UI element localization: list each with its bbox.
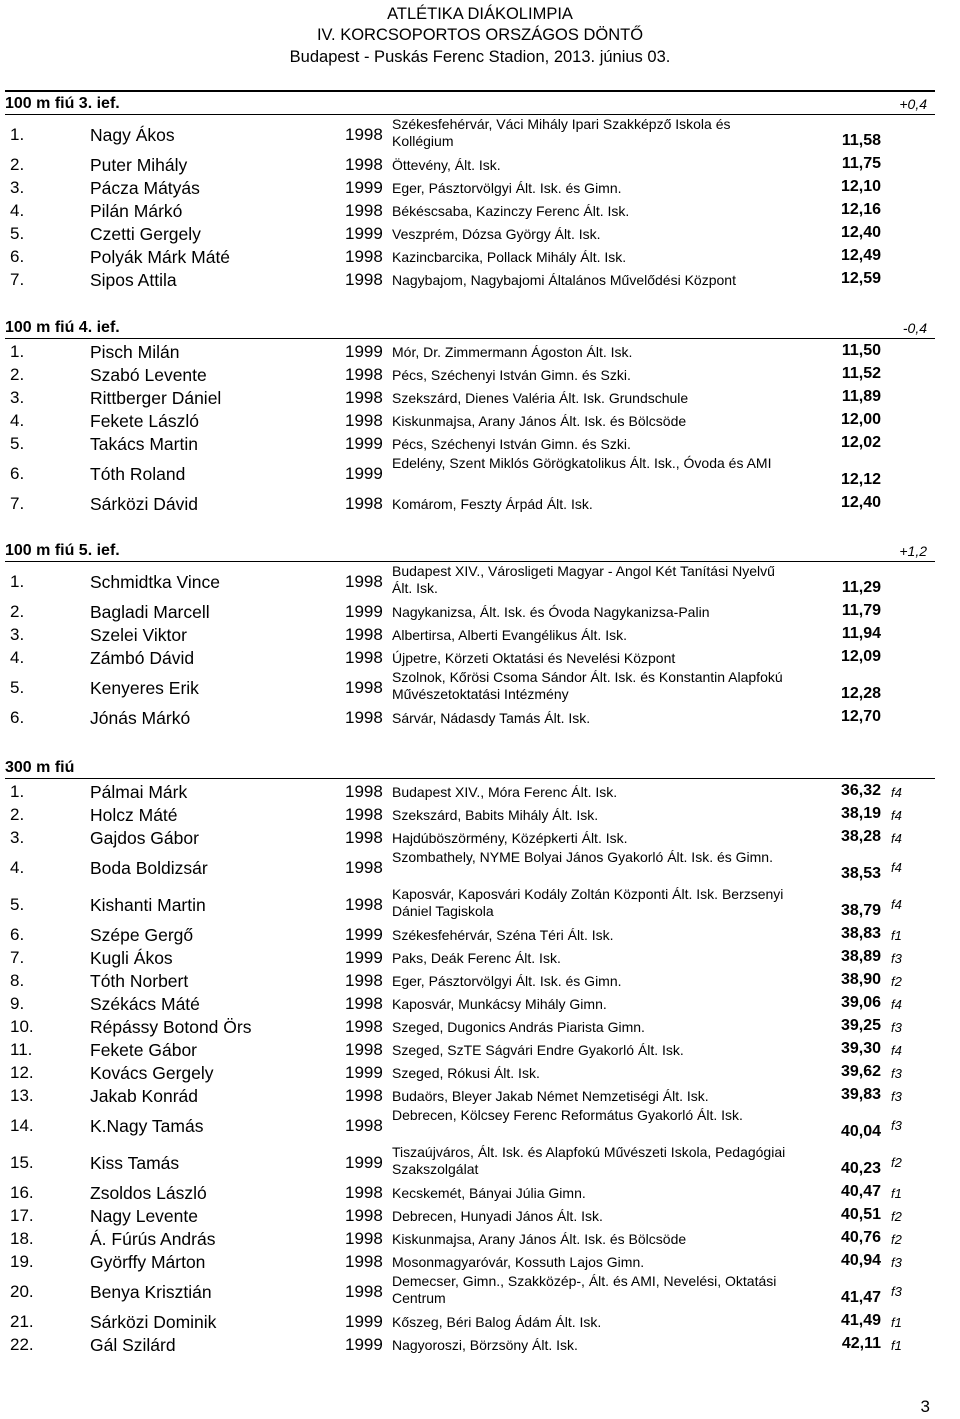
athlete-name: Kiss Tamás [90, 1153, 180, 1173]
athlete-name: Pisch Milán [90, 342, 180, 362]
result-time: 12,40 [840, 494, 881, 511]
birth-year: 1998 [345, 270, 383, 289]
birth-year: 1998 [345, 971, 383, 990]
placing: 3. [10, 178, 25, 197]
result-row [5, 668, 935, 705]
placing: 22. [10, 1335, 34, 1354]
placing: 10. [10, 1017, 34, 1036]
placing: 3. [10, 388, 25, 407]
birth-year: 1998 [345, 1086, 383, 1105]
result-time: 11,52 [841, 365, 881, 382]
athlete-name: Pilán Márkó [90, 201, 183, 221]
athlete-name: Fekete Gábor [90, 1040, 197, 1060]
athlete-name: Bagladi Marcell [90, 602, 210, 622]
result-row [5, 221, 935, 244]
result-row [5, 825, 935, 848]
school-name: Sárvár, Nádasdy Tamás Ált. Isk. [392, 710, 591, 726]
school-name: Nagykanizsa, Ált. Isk. és Óvoda Nagykanizsa-Palin [392, 604, 710, 620]
result-row [5, 645, 935, 668]
school-name: Budapest XIV., Városligeti Magyar - Angol Két Tanítási Nyelvű Ált. Isk. [392, 563, 775, 596]
result-time: 38,90 [840, 971, 881, 988]
heat-label: f2 [891, 1232, 902, 1247]
school-name: Békéscsaba, Kazinczy Ferenc Ált. Isk. [392, 203, 630, 219]
athlete-name: Szépe Gergő [90, 925, 194, 945]
heat-label: f4 [891, 860, 902, 875]
placing: 7. [10, 494, 25, 513]
birth-year: 1999 [345, 342, 383, 361]
result-time: 38,53 [840, 865, 881, 882]
section-title: 100 m fiú 4. ief. [5, 319, 120, 336]
section-title-bar [5, 539, 935, 562]
result-row [5, 1143, 935, 1180]
result-time: 11,79 [841, 602, 881, 619]
result-row [5, 1332, 935, 1355]
placing: 3. [10, 625, 25, 644]
birth-year: 1998 [345, 805, 383, 824]
result-time: 12,70 [840, 708, 881, 725]
result-row [5, 1060, 935, 1083]
heat-label: f4 [891, 997, 902, 1012]
result-row [5, 802, 935, 825]
athlete-name: Rittberger Dániel [90, 388, 222, 408]
result-time: 38,79 [840, 902, 881, 919]
section-title: 100 m fiú 3. ief. [5, 95, 120, 112]
birth-year: 1998 [345, 155, 383, 174]
school-name: Szombathely, NYME Bolyai János Gyakorló Ált. Isk. és Gimn. [392, 849, 773, 865]
placing: 2. [10, 805, 25, 824]
result-row [5, 922, 935, 945]
birth-year: 1998 [345, 1017, 383, 1036]
athlete-name: Kishanti Martin [90, 895, 206, 915]
athlete-name: Sárközi Dávid [90, 494, 198, 514]
athlete-name: Nagy Ákos [90, 125, 175, 145]
birth-year: 1999 [345, 1153, 383, 1172]
athlete-name: Gál Szilárd [90, 1335, 176, 1355]
result-time: 40,51 [840, 1206, 881, 1223]
school-name: Szolnok, Kőrösi Csoma Sándor Ált. Isk. és Konstantin Alapfokú Művészetoktatási Intézmény [392, 669, 783, 702]
heat-label: f1 [891, 1338, 902, 1353]
result-time: 39,06 [840, 994, 881, 1011]
section-title: 100 m fiú 5. ief. [5, 542, 120, 559]
result-row [5, 1272, 935, 1309]
heat-label: f2 [891, 974, 902, 989]
athlete-name: Boda Boldizsár [90, 858, 208, 878]
school-name: Eger, Pásztorvölgyi Ált. Isk. és Gimn. [392, 180, 622, 196]
birth-year: 1998 [345, 1282, 383, 1301]
result-row [5, 244, 935, 267]
result-time: 40,04 [840, 1123, 881, 1140]
school-name: Kiskunmajsa, Arany János Ált. Isk. és Bölcsöde [392, 413, 687, 429]
result-row [5, 848, 935, 885]
placing: 2. [10, 365, 25, 384]
placing: 12. [10, 1063, 34, 1082]
result-row [5, 1203, 935, 1226]
school-name: Paks, Deák Ferenc Ált. Isk. [392, 950, 561, 966]
heat-label: f2 [891, 1209, 902, 1224]
school-name: Komárom, Feszty Árpád Ált. Isk. [392, 496, 593, 512]
result-row [5, 491, 935, 514]
athlete-name: Fekete László [90, 411, 199, 431]
result-row [5, 1249, 935, 1272]
birth-year: 1998 [345, 1252, 383, 1271]
result-time: 39,62 [840, 1063, 881, 1080]
results-section [5, 756, 935, 1355]
birth-year: 1999 [345, 434, 383, 453]
athlete-name: Sipos Attila [90, 270, 177, 290]
school-name: Pécs, Széchenyi István Gimn. és Szki. [392, 367, 631, 383]
result-time: 12,00 [840, 411, 881, 428]
placing: 6. [10, 708, 25, 727]
birth-year: 1998 [345, 994, 383, 1013]
result-time: 36,32 [840, 782, 881, 799]
result-time: 11,29 [841, 579, 881, 596]
result-row [5, 385, 935, 408]
result-time: 39,30 [840, 1040, 881, 1057]
school-name: Kazincbarcika, Pollack Mihály Ált. Isk. [392, 249, 627, 265]
athlete-name: Pácza Mátyás [90, 178, 200, 198]
birth-year: 1998 [345, 782, 383, 801]
athlete-name: Kugli Ákos [90, 948, 173, 968]
birth-year: 1999 [345, 602, 383, 621]
placing: 13. [10, 1086, 34, 1105]
placing: 7. [10, 948, 25, 967]
athlete-name: Polyák Márk Máté [90, 247, 231, 267]
athlete-name: Tóth Roland [90, 464, 186, 484]
heat-label: f2 [891, 1155, 902, 1170]
birth-year: 1998 [345, 828, 383, 847]
header-line-1: ATLÉTIKA DIÁKOLIMPIA [387, 5, 573, 23]
school-name: Kecskemét, Bányai Júlia Gimn. [392, 1185, 586, 1201]
birth-year: 1998 [345, 201, 383, 220]
athlete-name: Szabó Levente [90, 365, 207, 385]
placing: 14. [10, 1116, 34, 1135]
athlete-name: Tóth Norbert [90, 971, 189, 991]
result-row [5, 991, 935, 1014]
school-name: Debrecen, Kölcsey Ferenc Református Gyakorló Ált. Isk. [392, 1107, 743, 1123]
athlete-name: Benya Krisztián [90, 1282, 212, 1302]
placing: 5. [10, 895, 25, 914]
placing: 9. [10, 994, 25, 1013]
result-time: 41,49 [840, 1312, 881, 1329]
school-name: Szekszárd, Dienes Valéria Ált. Isk. Grundschule [392, 390, 689, 406]
results-list [5, 339, 935, 514]
result-time: 38,83 [840, 925, 881, 942]
result-row [5, 152, 935, 175]
result-row [5, 267, 935, 290]
result-time: 38,19 [840, 805, 881, 822]
section-title-bar [5, 756, 935, 779]
athlete-name: Kovács Gergely [90, 1063, 214, 1083]
result-row [5, 198, 935, 221]
heat-label: f4 [891, 1043, 902, 1058]
athlete-name: Sárközi Dominik [90, 1312, 217, 1332]
header-line-2: IV. KORCSOPORTOS ORSZÁGOS DÖNTŐ [316, 26, 644, 44]
school-name: Tiszaújváros, Ált. Isk. és Alapfokú Művészeti Iskola, Pedagógiai Szakszolgálat [392, 1144, 786, 1177]
athlete-name: Á. Fúrús András [90, 1229, 216, 1249]
result-time: 40,23 [840, 1160, 881, 1177]
athlete-name: Takács Martin [90, 434, 198, 454]
school-name: Budapest XIV., Móra Ferenc Ált. Isk. [392, 784, 618, 800]
result-time: 40,76 [840, 1229, 881, 1246]
school-name: Szekszárd, Babits Mihály Ált. Isk. [392, 807, 599, 823]
school-name: Albertirsa, Alberti Evangélikus Ált. Isk. [392, 627, 627, 643]
placing: 6. [10, 925, 25, 944]
result-time: 11,50 [841, 342, 881, 359]
heat-label: f3 [891, 1066, 902, 1081]
birth-year: 1999 [345, 1063, 383, 1082]
birth-year: 1998 [345, 365, 383, 384]
birth-year: 1998 [345, 708, 383, 727]
heat-label: f4 [891, 785, 902, 800]
result-row [5, 968, 935, 991]
result-time: 38,89 [840, 948, 881, 965]
athlete-name: Zámbó Dávid [90, 648, 195, 668]
heat-label: f3 [891, 1020, 902, 1035]
placing: 1. [10, 342, 25, 361]
school-name: Kaposvár, Kaposvári Kodály Zoltán Központi Ált. Isk. Berzsenyi Dániel Tagiskola [392, 886, 784, 919]
athlete-name: Jónás Márkó [90, 708, 191, 728]
header-line-3: Budapest - Puskás Ferenc Stadion, 2013. június 03. [289, 48, 671, 66]
placing: 16. [10, 1183, 34, 1202]
placing: 4. [10, 201, 25, 220]
result-time: 12,02 [840, 434, 881, 451]
athlete-name: Jakab Konrád [90, 1086, 198, 1106]
result-time: 12,40 [840, 224, 881, 241]
result-time: 12,09 [840, 648, 881, 665]
heat-label: f1 [891, 928, 902, 943]
heat-label: f3 [891, 1284, 902, 1299]
result-time: 12,12 [840, 471, 881, 488]
placing: 8. [10, 971, 25, 990]
heat-label: f3 [891, 1089, 902, 1104]
result-time: 12,28 [840, 685, 881, 702]
school-name: Kaposvár, Munkácsy Mihály Gimn. [392, 996, 607, 1012]
result-row [5, 454, 935, 491]
school-name: Hajdúböszörmény, Középkerti Ált. Isk. [392, 830, 628, 846]
placing: 15. [10, 1153, 34, 1172]
placing: 11. [10, 1040, 33, 1059]
heat-label: f4 [891, 808, 902, 823]
result-time: 39,83 [840, 1086, 881, 1103]
birth-year: 1998 [345, 678, 383, 697]
placing: 2. [10, 602, 25, 621]
results-list [5, 562, 935, 728]
birth-year: 1998 [345, 1229, 383, 1248]
placing: 1. [10, 782, 25, 801]
school-name: Nagybajom, Nagybajomi Általános Művelődési Központ [392, 272, 736, 288]
heat-label: f4 [891, 897, 902, 912]
school-name: Kiskunmajsa, Arany János Ált. Isk. és Bölcsöde [392, 1231, 687, 1247]
heat-label: f1 [891, 1186, 902, 1201]
results-section [5, 90, 935, 290]
result-row [5, 885, 935, 922]
school-name: Szeged, Rókusi Ált. Isk. [392, 1065, 540, 1081]
birth-year: 1998 [345, 494, 383, 513]
birth-year: 1998 [345, 125, 383, 144]
school-name: Kőszeg, Béri Balog Ádám Ált. Isk. [392, 1314, 602, 1330]
section-title: 300 m fiú [5, 759, 75, 776]
placing: 4. [10, 411, 25, 430]
page-number: 3 [920, 1397, 930, 1416]
birth-year: 1999 [345, 925, 383, 944]
placing: 17. [10, 1206, 34, 1225]
wind-reading: -0,4 [902, 320, 927, 336]
result-time: 42,11 [841, 1335, 881, 1352]
placing: 1. [10, 125, 25, 144]
birth-year: 1998 [345, 1040, 383, 1059]
result-row [5, 408, 935, 431]
school-name: Mór, Dr. Zimmermann Ágoston Ált. Isk. [392, 344, 633, 360]
birth-year: 1998 [345, 388, 383, 407]
placing: 21. [10, 1312, 34, 1331]
birth-year: 1998 [345, 411, 383, 430]
result-row [5, 779, 935, 802]
placing: 5. [10, 224, 25, 243]
heat-label: f4 [891, 831, 902, 846]
placing: 2. [10, 155, 25, 174]
athlete-name: Répássy Botond Örs [90, 1017, 252, 1037]
birth-year: 1998 [345, 1116, 383, 1135]
school-name: Eger, Pásztorvölgyi Ált. Isk. és Gimn. [392, 973, 622, 989]
wind-reading: +1,2 [899, 543, 927, 559]
birth-year: 1998 [345, 1206, 383, 1225]
result-row [5, 339, 935, 362]
school-name: Mosonmagyaróvár, Kossuth Lajos Gimn. [392, 1254, 645, 1270]
school-name: Székesfehérvár, Váci Mihály Ipari Szakképző Iskola és Kollégium [392, 116, 731, 149]
result-time: 40,47 [840, 1183, 881, 1200]
birth-year: 1998 [345, 648, 383, 667]
heat-label: f3 [891, 1255, 902, 1270]
placing: 7. [10, 270, 25, 289]
results-list [5, 115, 935, 290]
result-time: 12,16 [840, 201, 881, 218]
result-row [5, 1309, 935, 1332]
athlete-name: Holcz Máté [90, 805, 178, 825]
athlete-name: K.Nagy Tamás [90, 1116, 204, 1136]
heat-label: f3 [891, 1118, 902, 1133]
birth-year: 1999 [345, 224, 383, 243]
results-list [5, 779, 935, 1355]
result-row [5, 175, 935, 198]
school-name: Öttevény, Ált. Isk. [392, 157, 501, 173]
placing: 18. [10, 1229, 34, 1248]
athlete-name: Nagy Levente [90, 1206, 198, 1226]
result-row [5, 599, 935, 622]
result-row [5, 705, 935, 728]
result-time: 40,94 [840, 1252, 881, 1269]
birth-year: 1999 [345, 464, 383, 483]
birth-year: 1998 [345, 625, 383, 644]
result-time: 11,58 [841, 132, 881, 149]
birth-year: 1999 [345, 1312, 383, 1331]
result-time: 39,25 [840, 1017, 881, 1034]
result-row [5, 431, 935, 454]
school-name: Nagyoroszi, Börzsöny Ált. Isk. [392, 1337, 578, 1353]
school-name: Budaörs, Bleyer Jakab Német Nemzetiségi Ált. Isk. [392, 1088, 709, 1104]
result-time: 12,10 [840, 178, 881, 195]
placing: 4. [10, 648, 25, 667]
placing: 6. [10, 247, 25, 266]
athlete-name: Györffy Márton [90, 1252, 206, 1272]
results-section [5, 316, 935, 514]
result-row [5, 1014, 935, 1037]
birth-year: 1999 [345, 178, 383, 197]
placing: 1. [10, 572, 25, 591]
heat-label: f1 [891, 1315, 902, 1330]
placing: 6. [10, 464, 25, 483]
result-time: 12,59 [840, 270, 881, 287]
athlete-name: Pálmai Márk [90, 782, 188, 802]
result-row [5, 1083, 935, 1106]
result-time: 12,49 [840, 247, 881, 264]
birth-year: 1999 [345, 948, 383, 967]
result-row [5, 115, 935, 152]
school-name: Székesfehérvár, Széna Téri Ált. Isk. [392, 927, 614, 943]
result-row [5, 1226, 935, 1249]
school-name: Pécs, Széchenyi István Gimn. és Szki. [392, 436, 631, 452]
wind-reading: +0,4 [899, 96, 927, 112]
birth-year: 1998 [345, 572, 383, 591]
athlete-name: Székács Máté [90, 994, 200, 1014]
section-title-bar [5, 92, 935, 115]
school-name: Demecser, Gimn., Szakközép-, Ált. és AMI, Nevelési, Oktatási Centrum [392, 1273, 777, 1306]
result-row [5, 562, 935, 599]
result-time: 38,28 [840, 828, 881, 845]
results-section [5, 539, 935, 728]
athlete-name: Czetti Gergely [90, 224, 201, 244]
section-title-bar [5, 316, 935, 339]
school-name: Debrecen, Hunyadi János Ált. Isk. [392, 1208, 603, 1224]
result-row [5, 362, 935, 385]
birth-year: 1998 [345, 247, 383, 266]
birth-year: 1999 [345, 1335, 383, 1354]
athlete-name: Schmidtka Vince [90, 572, 221, 592]
result-row [5, 1180, 935, 1203]
result-row [5, 1106, 935, 1143]
result-time: 11,89 [841, 388, 881, 405]
athlete-name: Puter Mihály [90, 155, 188, 175]
school-name: Szeged, Dugonics András Piarista Gimn. [392, 1019, 645, 1035]
school-name: Edelény, Szent Miklós Görögkatolikus Ált. Isk., Óvoda és AMI [392, 455, 772, 471]
result-time: 11,75 [841, 155, 881, 172]
placing: 19. [10, 1252, 34, 1271]
athlete-name: Kenyeres Erik [90, 678, 199, 698]
placing: 5. [10, 434, 25, 453]
result-row [5, 945, 935, 968]
school-name: Veszprém, Dózsa György Ált. Isk. [392, 226, 601, 242]
birth-year: 1998 [345, 1183, 383, 1202]
heat-label: f3 [891, 951, 902, 966]
result-time: 11,94 [841, 625, 881, 642]
placing: 3. [10, 828, 25, 847]
athlete-name: Zsoldos László [90, 1183, 207, 1203]
result-row [5, 1037, 935, 1060]
birth-year: 1998 [345, 858, 383, 877]
athlete-name: Gajdos Gábor [90, 828, 199, 848]
result-time: 41,47 [840, 1289, 881, 1306]
athlete-name: Szelei Viktor [90, 625, 187, 645]
birth-year: 1998 [345, 895, 383, 914]
placing: 5. [10, 678, 25, 697]
school-name: Újpetre, Körzeti Oktatási és Nevelési Központ [392, 650, 676, 666]
school-name: Szeged, SzTE Ságvári Endre Gyakorló Ált. Isk. [392, 1042, 684, 1058]
placing: 4. [10, 858, 25, 877]
result-row [5, 622, 935, 645]
placing: 20. [10, 1282, 34, 1301]
